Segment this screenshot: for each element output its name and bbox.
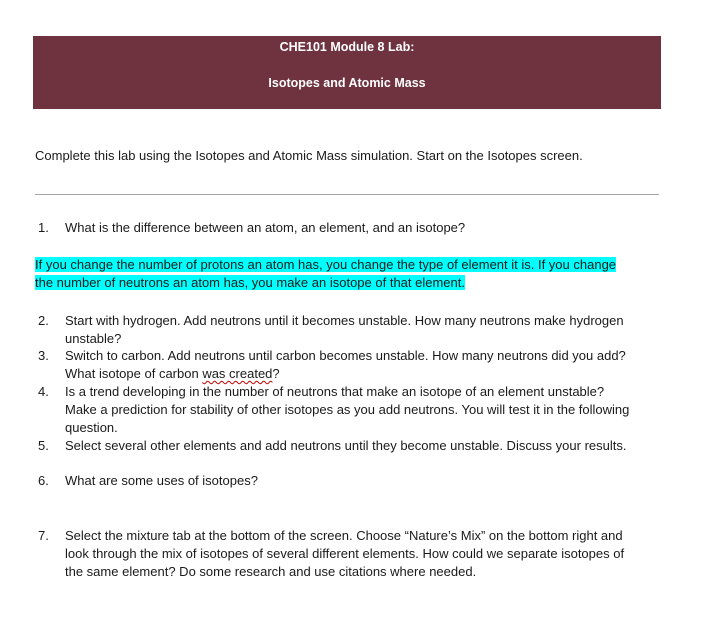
question-number: 4.	[38, 384, 49, 399]
question-number: 1.	[38, 220, 49, 235]
question-text-segment: ?	[272, 366, 280, 381]
question-text-line: the same element? Do some research and use citations where needed.	[65, 564, 477, 579]
question-text-line: Make a prediction for stability of other isotopes as you add neutrons. You will test it in the following	[65, 402, 630, 417]
question-text-line: question.	[65, 420, 118, 435]
title-line-1: CHE101 Module 8 Lab:	[279, 40, 415, 54]
answer-line-2: the number of neutrons an atom has, you make an isotope of that element.	[35, 275, 465, 290]
question-text-line: Start with hydrogen. Add neutrons until it becomes unstable. How many neutrons make hydrogen	[65, 313, 624, 328]
question-text-line: unstable?	[65, 331, 122, 346]
divider	[35, 194, 659, 195]
title-line-2: Isotopes and Atomic Mass	[268, 76, 426, 90]
question-text: What is the difference between an atom, an element, and an isotope?	[65, 220, 466, 235]
question-number: 5.	[38, 438, 49, 453]
question-text-segment: What isotope of carbon	[65, 366, 203, 381]
question-text-line: Is a trend developing in the number of neutrons that make an isotope of an element unstable?	[65, 384, 605, 399]
question-text-line: Select the mixture tab at the bottom of the screen. Choose “Nature’s Mix” on the bottom right and	[65, 528, 623, 543]
intro-text: Complete this lab using the Isotopes and Atomic Mass simulation. Start on the Isotopes screen.	[35, 148, 583, 163]
spellcheck-flagged-text[interactable]: was created	[202, 366, 273, 381]
question-text-line: Switch to carbon. Add neutrons until carbon becomes unstable. How many neutrons did you add?	[65, 348, 626, 363]
question-number: 3.	[38, 348, 49, 363]
title-banner	[33, 36, 661, 109]
question-text-line: look through the mix of isotopes of several different elements. How could we separate isotopes of	[65, 546, 625, 561]
question-number: 7.	[38, 528, 49, 543]
question-text: Select several other elements and add neutrons until they become unstable. Discuss your results.	[65, 438, 627, 453]
answer-highlight	[35, 256, 645, 292]
question-number: 2.	[38, 313, 49, 328]
question-text: What are some uses of isotopes?	[65, 473, 258, 488]
answer-line-1: If you change the number of protons an atom has, you change the type of element it is. If you change	[35, 257, 617, 272]
question-number: 6.	[38, 473, 49, 488]
